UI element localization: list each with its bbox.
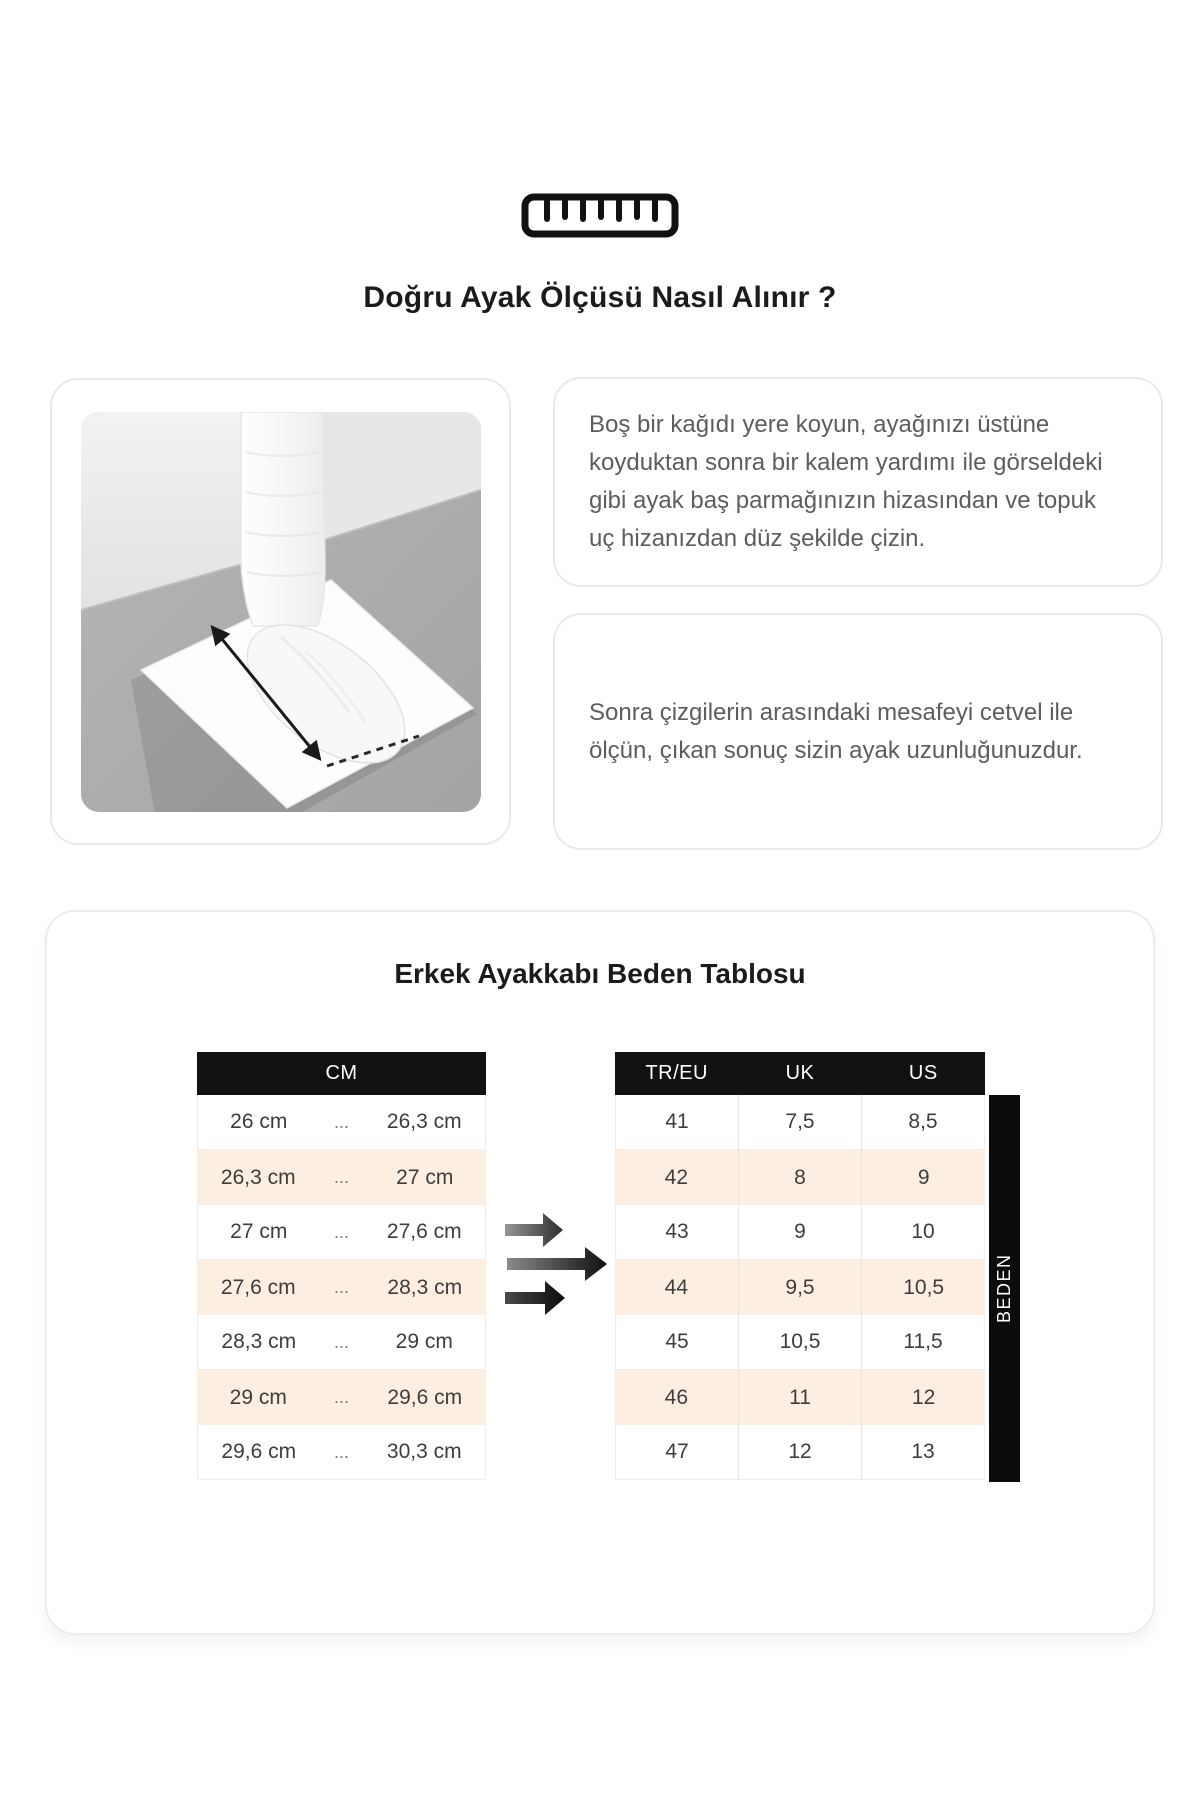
cm-from: 27 cm	[230, 1220, 288, 1243]
cm-table-row	[197, 1095, 486, 1150]
size-us: 8,5	[861, 1095, 984, 1149]
size-tr-eu: 44	[664, 1275, 689, 1299]
cm-to: 27 cm	[396, 1165, 454, 1189]
instruction-card-1	[553, 377, 1163, 587]
instruction-step2-text: Sonra çizgilerin arasındaki mesafeyi cetvel ile ölçün, çıkan sonuç sizin ayak uzunluğunuzdur.	[589, 698, 1083, 764]
conversion-table	[615, 1052, 985, 1480]
size-us: 9	[861, 1150, 985, 1205]
size-uk: 10,5	[738, 1315, 861, 1369]
conversion-table-row	[615, 1095, 985, 1150]
cm-separator: ...	[333, 1111, 349, 1132]
size-tr-eu: 42	[664, 1165, 689, 1189]
conversion-table-row	[615, 1205, 985, 1260]
size-tr-eu: 45	[665, 1330, 689, 1353]
ruler-icon	[520, 192, 680, 239]
cm-separator: ...	[333, 1331, 349, 1352]
size-tr-eu: 43	[665, 1220, 689, 1243]
conversion-table-row	[615, 1260, 985, 1315]
size-us: 11,5	[861, 1315, 984, 1369]
cm-to: 29 cm	[395, 1330, 453, 1353]
cm-from: 26 cm	[230, 1110, 288, 1133]
cm-separator: ...	[333, 1387, 349, 1407]
size-tr-eu: 46	[664, 1385, 689, 1409]
cm-table-row	[197, 1260, 486, 1315]
size-table-title: Erkek Ayakkabı Beden Tablosu	[394, 958, 806, 989]
cm-to: 27,6 cm	[386, 1220, 462, 1243]
transfer-arrows-icon	[505, 1212, 609, 1325]
sock-leg	[241, 412, 325, 626]
size-uk: 11	[738, 1370, 862, 1425]
cm-table-row	[197, 1315, 486, 1370]
conversion-table-row	[615, 1150, 985, 1205]
beden-side-label: BEDEN	[989, 1095, 1020, 1482]
conversion-table-row	[615, 1370, 985, 1425]
size-us: 10,5	[861, 1260, 985, 1315]
ruler-icon-wrap	[0, 192, 1200, 239]
instruction-step1-text: Boş bir kağıdı yere koyun, ayağınızı üstüne koyduktan sonra bir kalem yardımı ile görseldeki gibi ayak baş parmağınızın hizasından ve topuk uç hizanızdan düz şekilde çizin.	[589, 411, 1103, 552]
cm-from: 27,6 cm	[220, 1275, 296, 1299]
size-uk: 9	[738, 1205, 861, 1259]
size-uk: 9,5	[738, 1260, 862, 1315]
cm-separator: ...	[333, 1277, 349, 1297]
conversion-table-row	[615, 1315, 985, 1370]
cm-table-header: CM	[197, 1052, 486, 1095]
foot-measurement-photo	[81, 412, 481, 812]
cm-from: 28,3 cm	[221, 1330, 297, 1353]
instruction-card-2	[553, 613, 1163, 850]
cm-table	[197, 1052, 486, 1480]
header-uk: UK	[785, 1062, 815, 1084]
cm-from: 26,3 cm	[220, 1165, 296, 1189]
cm-table-row	[197, 1205, 486, 1260]
cm-table-row	[197, 1370, 486, 1425]
size-uk: 12	[738, 1425, 861, 1479]
cm-to: 26,3 cm	[386, 1110, 462, 1133]
size-tr-eu: 47	[665, 1440, 689, 1463]
foot-measurement-photo-card	[50, 378, 511, 845]
cm-to: 30,3 cm	[386, 1440, 462, 1463]
size-us: 12	[861, 1370, 985, 1425]
page-title: Doğru Ayak Ölçüsü Nasıl Alınır ?	[363, 281, 837, 314]
cm-separator: ...	[333, 1441, 349, 1462]
cm-separator: ...	[333, 1221, 349, 1242]
size-us: 13	[861, 1425, 984, 1479]
header-us: US	[908, 1062, 938, 1084]
cm-to: 28,3 cm	[387, 1275, 463, 1299]
size-us: 10	[861, 1205, 984, 1259]
size-uk: 8	[738, 1150, 862, 1205]
cm-from: 29,6 cm	[221, 1440, 297, 1463]
conversion-table-header	[615, 1052, 985, 1095]
size-table-card	[45, 910, 1155, 1635]
cm-table-row	[197, 1150, 486, 1205]
cm-from: 29 cm	[229, 1385, 287, 1409]
size-uk: 7,5	[738, 1095, 861, 1149]
cm-table-row	[197, 1425, 486, 1480]
conversion-table-row	[615, 1425, 985, 1480]
header-tr-eu: TR/EU	[645, 1062, 708, 1084]
cm-separator: ...	[333, 1167, 349, 1187]
size-tr-eu: 41	[665, 1110, 689, 1133]
cm-to: 29,6 cm	[387, 1385, 463, 1409]
